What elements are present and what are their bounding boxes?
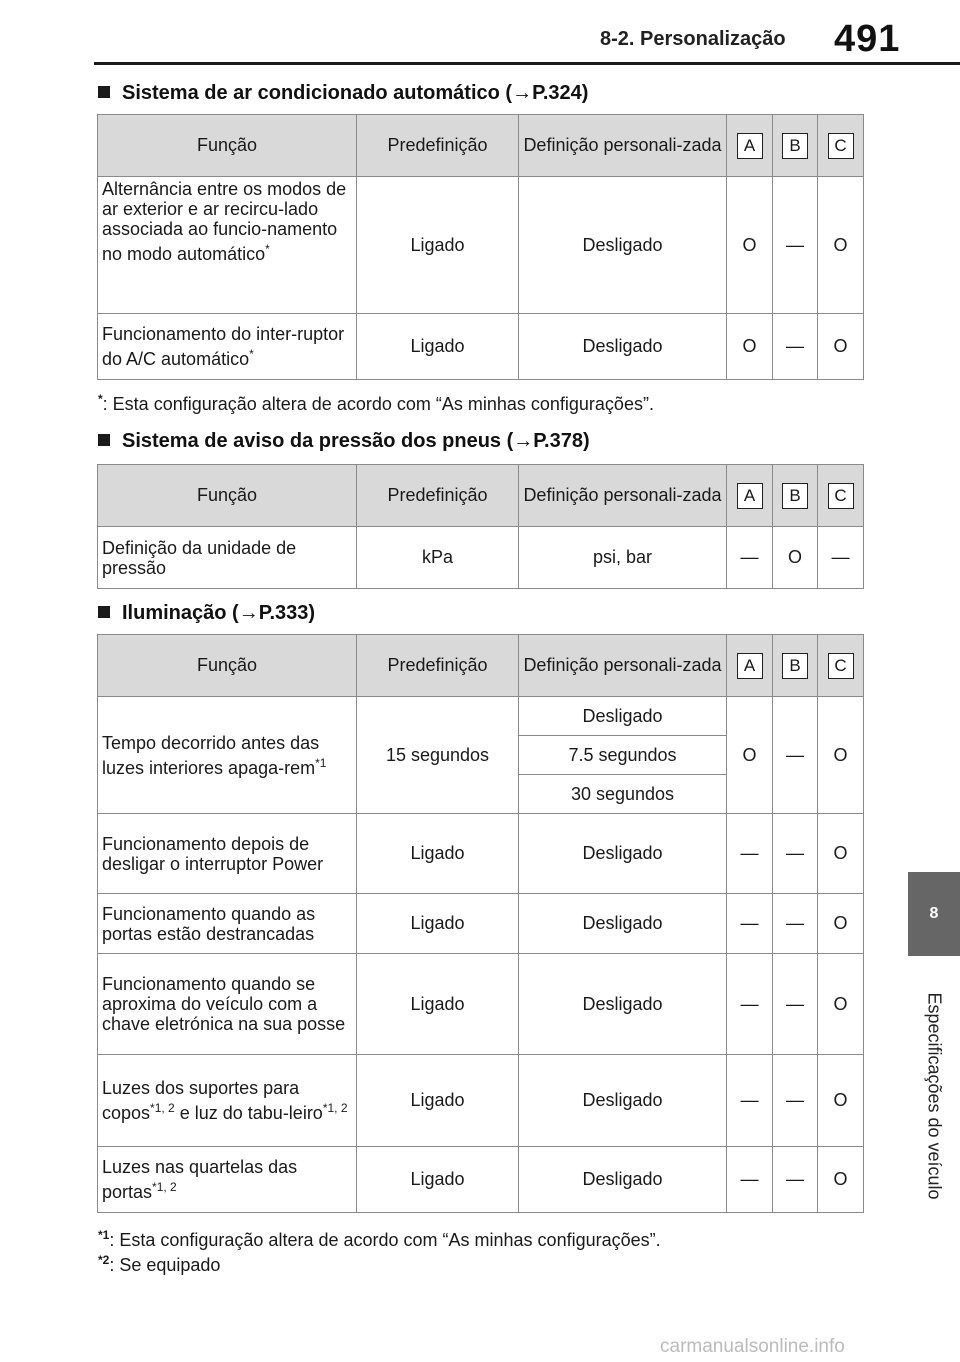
cell-b: — <box>773 697 818 814</box>
footnote: $^{*1}$: Esta configuração altera de acordo com “As minhas configurações”. <box>98 1228 661 1250</box>
cell-definicao: Desligado <box>519 1055 727 1147</box>
cell-a: O <box>727 697 773 814</box>
cell-b: — <box>773 814 818 894</box>
table-header-row <box>98 635 864 697</box>
square-bullet-icon <box>98 606 110 618</box>
cell-definicao: psi, bar <box>519 527 727 589</box>
cell-funcao: Luzes dos suportes para copos$^{*1, 2}$ e luz do tabu-leiro$^{*1, 2}$ <box>98 1055 357 1147</box>
col-header-definicao: Definição personali-zada <box>519 115 727 177</box>
table-row <box>98 697 864 736</box>
chapter-tab: 8 <box>908 872 960 956</box>
col-header-a: A <box>727 115 773 177</box>
arrow-right-icon: → <box>513 430 534 452</box>
cell-a: O <box>727 177 773 314</box>
section-heading-lighting: Iluminação (→P.333) <box>98 602 315 625</box>
table-row <box>98 314 864 380</box>
cell-c: O <box>818 1055 864 1147</box>
cell-a: — <box>727 527 773 589</box>
cell-a: — <box>727 814 773 894</box>
cell-definicao: Desligado <box>519 814 727 894</box>
col-header-b: B <box>773 115 818 177</box>
table-row <box>98 814 864 894</box>
cell-c: — <box>818 527 864 589</box>
cell-predefinicao: Ligado <box>357 1147 519 1213</box>
cell-funcao: Luzes nas quartelas das portas$^{*1, 2}$ <box>98 1147 357 1213</box>
col-header-b: B <box>773 635 818 697</box>
arrow-right-icon: → <box>512 82 533 104</box>
cell-c: O <box>818 177 864 314</box>
cell-a: — <box>727 894 773 954</box>
table-row <box>98 894 864 954</box>
cell-c: O <box>818 894 864 954</box>
cell-funcao: Tempo decorrido antes das luzes interiores apaga-rem$^{*1}$ <box>98 697 357 814</box>
cell-definicao: 30 segundos <box>519 775 727 814</box>
col-header-predefinicao: Predefinição <box>357 635 519 697</box>
table-tire-pressure <box>97 464 864 589</box>
cell-predefinicao: Ligado <box>357 314 519 380</box>
cell-funcao: Funcionamento do inter-ruptor do A/C automático* <box>98 314 357 380</box>
col-header-c: C <box>818 115 864 177</box>
col-header-definicao: Definição personali-zada <box>519 465 727 527</box>
col-header-c: C <box>818 635 864 697</box>
cell-b: — <box>773 314 818 380</box>
cell-b: — <box>773 177 818 314</box>
table-header-row <box>98 115 864 177</box>
cell-b: O <box>773 527 818 589</box>
table-row <box>98 1055 864 1147</box>
col-header-definicao: Definição personali-zada <box>519 635 727 697</box>
cell-definicao: Desligado <box>519 177 727 314</box>
col-header-predefinicao: Predefinição <box>357 115 519 177</box>
cell-c: O <box>818 1147 864 1213</box>
page-header <box>0 0 960 66</box>
page-number: 491 <box>834 18 901 60</box>
cell-a: — <box>727 954 773 1055</box>
col-header-a: A <box>727 635 773 697</box>
arrow-right-icon: → <box>238 602 259 624</box>
square-bullet-icon <box>98 434 110 446</box>
table-ac-settings <box>97 114 864 380</box>
header-divider <box>94 62 960 65</box>
chapter-label: Especificações do veículo <box>924 992 945 1200</box>
col-header-funcao: Função <box>98 465 357 527</box>
square-bullet-icon <box>98 86 110 98</box>
section-title: 8-2. Personalização <box>600 28 786 50</box>
footnote: *: Esta configuração altera de acordo com “As minhas configurações”. <box>98 392 654 414</box>
cell-predefinicao: Ligado <box>357 894 519 954</box>
cell-predefinicao: Ligado <box>357 1055 519 1147</box>
table-lighting <box>97 634 864 1213</box>
cell-predefinicao: Ligado <box>357 954 519 1055</box>
cell-funcao: Alternância entre os modos de ar exterior e ar recircu-lado associada ao funcio-namento no modo automático* <box>98 177 357 314</box>
watermark: carmanualsonline.info <box>660 1336 845 1357</box>
table-row <box>98 177 864 314</box>
col-header-c: C <box>818 465 864 527</box>
col-header-predefinicao: Predefinição <box>357 465 519 527</box>
section-heading-ac: Sistema de ar condicionado automático (→P.324) <box>98 82 588 105</box>
cell-funcao: Definição da unidade de pressão <box>98 527 357 589</box>
cell-b: — <box>773 1147 818 1213</box>
cell-c: O <box>818 314 864 380</box>
cell-predefinicao: Ligado <box>357 177 519 314</box>
cell-a: — <box>727 1055 773 1147</box>
cell-b: — <box>773 954 818 1055</box>
cell-definicao: 7.5 segundos <box>519 736 727 775</box>
cell-predefinicao: Ligado <box>357 814 519 894</box>
cell-definicao: Desligado <box>519 954 727 1055</box>
cell-c: O <box>818 814 864 894</box>
col-header-funcao: Função <box>98 635 357 697</box>
col-header-b: B <box>773 465 818 527</box>
table-row <box>98 1147 864 1213</box>
cell-funcao: Funcionamento depois de desligar o interruptor Power <box>98 814 357 894</box>
cell-c: O <box>818 954 864 1055</box>
cell-predefinicao: kPa <box>357 527 519 589</box>
cell-definicao: Desligado <box>519 314 727 380</box>
cell-definicao: Desligado <box>519 1147 727 1213</box>
cell-b: — <box>773 1055 818 1147</box>
cell-b: — <box>773 894 818 954</box>
table-header-row <box>98 465 864 527</box>
cell-c: O <box>818 697 864 814</box>
footnote: $^{*2}$: Se equipado <box>98 1253 221 1275</box>
cell-a: O <box>727 314 773 380</box>
col-header-a: A <box>727 465 773 527</box>
cell-funcao: Funcionamento quando se aproxima do veículo com a chave eletrónica na sua posse <box>98 954 357 1055</box>
cell-a: — <box>727 1147 773 1213</box>
col-header-funcao: Função <box>98 115 357 177</box>
cell-predefinicao: 15 segundos <box>357 697 519 814</box>
cell-definicao: Desligado <box>519 894 727 954</box>
cell-definicao: Desligado <box>519 697 727 736</box>
cell-funcao: Funcionamento quando as portas estão destrancadas <box>98 894 357 954</box>
table-row <box>98 527 864 589</box>
table-row <box>98 954 864 1055</box>
section-heading-tire-pressure: Sistema de aviso da pressão dos pneus (→P.378) <box>98 430 590 453</box>
